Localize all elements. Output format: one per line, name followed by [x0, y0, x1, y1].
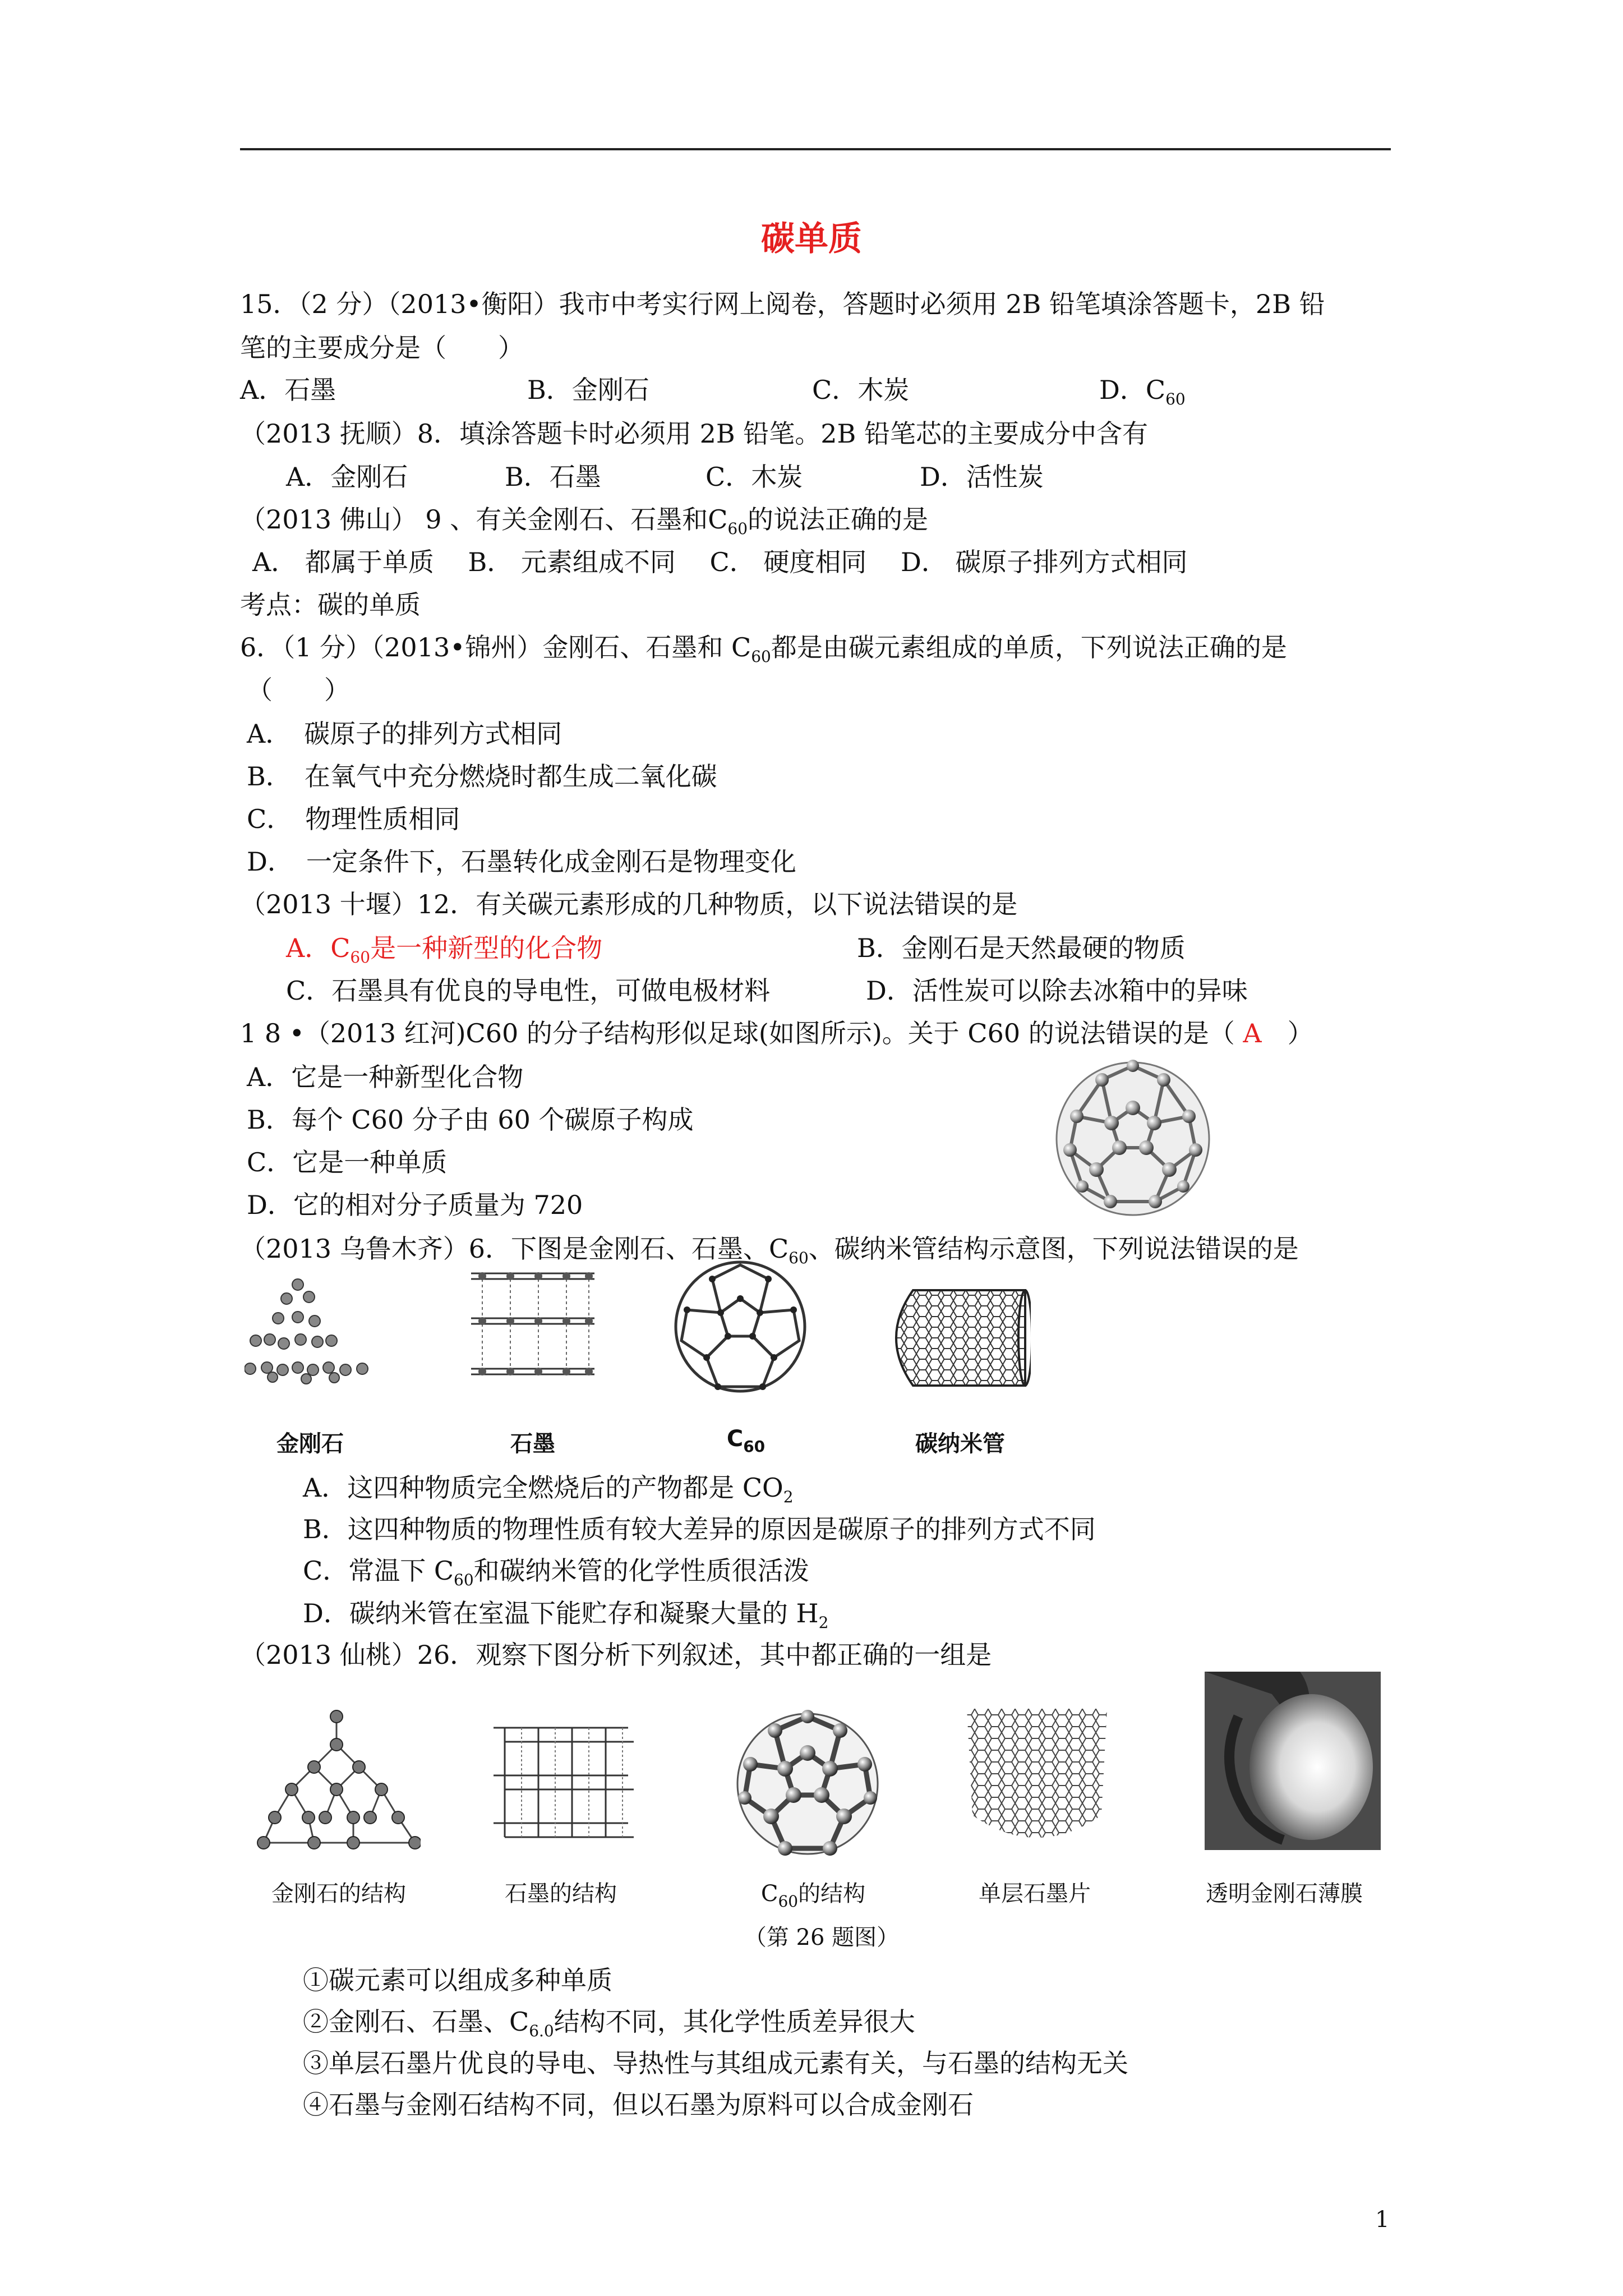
diamond-small-figure: [245, 1273, 396, 1397]
page-title: 碳单质: [761, 219, 862, 259]
q7-caption-diamond: 金刚石: [276, 1431, 344, 1457]
q6-option-b: B．每个 C60 分子由 60 个碳原子构成: [247, 1105, 694, 1135]
single-layer-graphene-figure: [961, 1703, 1113, 1855]
q8-item-3: ③单层石墨片优良的导电、导热性与其组成元素有关，与石墨的结构无关: [303, 2048, 1128, 2078]
q8-caption-c60: $C_{60}$的结构: [760, 1881, 866, 1911]
q7-option-d: D．碳纳米管在室温下能贮存和凝聚大量的 $H_2$: [303, 1598, 829, 1632]
q6-option-d: D．它的相对分子质量为 720: [247, 1190, 583, 1220]
q5-option-a: A．$C_{60}$是一种新型的化合物: [286, 933, 603, 967]
q4-option-a: A． 碳原子的排列方式相同: [247, 719, 562, 749]
page-number: 1: [1375, 2207, 1390, 2233]
transparent-diamond-film-photo: [1205, 1672, 1381, 1850]
header-rule: [240, 148, 1391, 150]
q3-note: 考点：碳的单质: [240, 590, 421, 620]
q8-caption-graphene: 单层石墨片: [979, 1881, 1091, 1907]
q7-caption-graphite: 石墨: [510, 1431, 555, 1457]
nanotube-small-figure: [879, 1285, 1031, 1391]
q8-item-4: ④石墨与金刚石结构不同，但以石墨为原料可以合成金刚石: [303, 2090, 974, 2120]
q5-option-d: D．活性炭可以除去冰箱中的异味: [866, 976, 1248, 1006]
q7-caption-c60: $C_{60}$: [726, 1426, 766, 1456]
q8-caption-graphite: 石墨的结构: [505, 1881, 617, 1907]
q2-option-d: D．活性炭: [920, 462, 1044, 492]
q7-option-c: C．常温下 $C_{60}$和碳纳米管的化学性质很活泼: [303, 1556, 809, 1589]
q7-option-b: B．这四种物质的物理性质有较大差异的原因是碳原子的排列方式不同: [303, 1514, 1096, 1544]
q8-figure-label: （第 26 题图）: [744, 1925, 900, 1950]
q4-option-b: B． 在氧气中充分燃烧时都生成二氧化碳: [247, 761, 717, 792]
q5-stem: （2013 十堰）12．有关碳元素形成的几种物质，以下说法错误的是: [240, 889, 1018, 919]
q6-stem: 1 8 •（2013 红河)C60 的分子结构形似足球(如图所示)。关于 C60 的说法错误的是（ A ）: [240, 1018, 1313, 1048]
q8-item-2: ②金刚石、石墨、$C_{6.0}$结构不同，其化学性质差异很大: [303, 2007, 915, 2040]
q3-stem: （2013 佛山） 9 、有关金刚石、石墨和$C_{60}$的说法正确的是: [240, 504, 929, 538]
q4-paren: （ ）: [247, 675, 350, 705]
q4-option-d: D． 一定条件下，石墨转化成金刚石是物理变化: [247, 846, 796, 877]
c60-structure-figure: [723, 1705, 892, 1862]
q8-stem: （2013 仙桃）26．观察下图分析下列叙述，其中都正确的一组是: [240, 1640, 992, 1670]
q6-option-a: A．它是一种新型化合物: [247, 1062, 524, 1092]
q8-caption-diamond: 金刚石的结构: [271, 1881, 406, 1907]
c60-molecule-figure: [1049, 1055, 1217, 1223]
q8-caption-diamond-film: 透明金刚石薄膜: [1206, 1881, 1363, 1907]
q1-option-d: D．$C_{60}$: [1099, 375, 1186, 408]
q1-option-c: C．木炭: [812, 375, 910, 405]
q3-options: A． 都属于单质 B． 元素组成不同 C． 硬度相同 D． 碳原子排列方式相同: [252, 547, 1188, 577]
q2-option-a: A．金刚石: [286, 462, 408, 492]
diamond-structure-figure: [252, 1705, 421, 1857]
q7-option-a: A．这四种物质完全燃烧后的产物都是 $CO_2$: [303, 1473, 794, 1506]
q1-option-a: A．石墨: [240, 375, 336, 405]
graphite-small-figure: [465, 1257, 600, 1391]
q2-option-c: C．木炭: [706, 462, 803, 492]
q2-option-b: B．石墨: [505, 462, 601, 492]
graphite-structure-figure: [482, 1711, 639, 1851]
q7-caption-nanotube: 碳纳米管: [915, 1431, 1005, 1457]
q5-option-b: B．金刚石是天然最硬的物质: [857, 933, 1186, 963]
q6-option-c: C．它是一种单质: [247, 1147, 448, 1177]
q1-line2: 笔的主要成分是（ ）: [240, 333, 524, 363]
q7-stem: （2013 乌鲁木齐）6．下图是金刚石、石墨、$C_{60}$、碳纳米管结构示意图，下列说法错误的是: [240, 1234, 1299, 1267]
q4-stem: 6．（1 分）（2013•锦州）金刚石、石墨和 $C_{60}$都是由碳元素组成的单质，下列说法正确的是: [240, 632, 1287, 666]
q4-option-c: C． 物理性质相同: [247, 804, 460, 834]
q2-stem: （2013 抚顺）8．填涂答题卡时必须用 2B 铅笔。2B 铅笔芯的主要成分中含有: [240, 418, 1148, 449]
q1-line1: 15．（2 分）（2013•衡阳）我市中考实行网上阅卷，答题时必须用 2B 铅笔填涂答题卡，2B 铅: [240, 289, 1325, 319]
q8-item-1: ①碳元素可以组成多种单质: [303, 1965, 612, 1995]
c60-small-figure: [667, 1257, 813, 1397]
q5-option-c: C．石墨具有优良的导电性，可做电极材料: [286, 976, 771, 1006]
q1-option-b: B．金刚石: [527, 375, 649, 405]
q6-answer: A: [1243, 1018, 1262, 1048]
